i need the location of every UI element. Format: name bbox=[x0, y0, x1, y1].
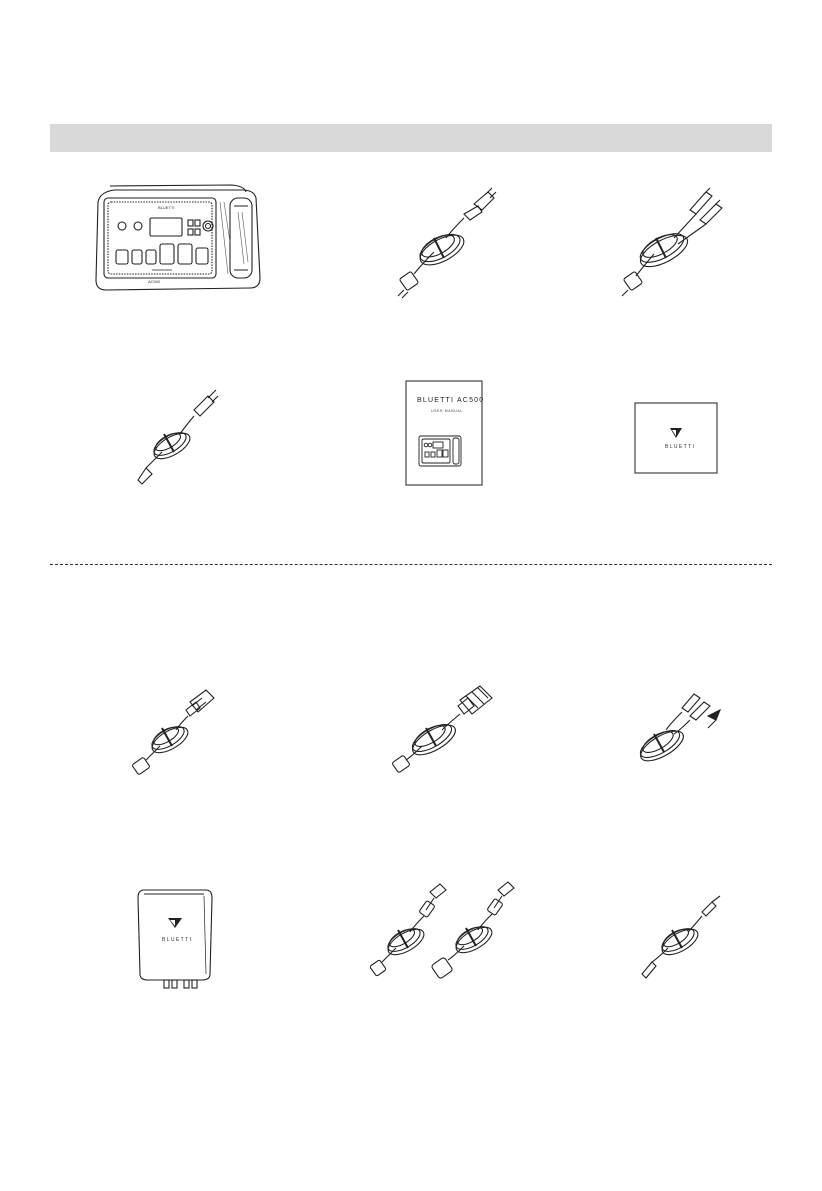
dc-cable-image bbox=[638, 896, 724, 978]
ac-charging-cable-image bbox=[392, 186, 500, 298]
device-brand-label: BLUETTI bbox=[158, 205, 175, 210]
car-charging-cable-image bbox=[132, 388, 220, 486]
warranty-card-image bbox=[634, 402, 718, 474]
smart-charger-image bbox=[136, 886, 214, 992]
lead-acid-battery-cable-image bbox=[628, 688, 726, 772]
user-manual-image bbox=[405, 380, 483, 486]
section-header-bar bbox=[50, 124, 772, 152]
device-model-label: AC500 bbox=[148, 279, 161, 284]
logo-text: BLUETTI bbox=[665, 444, 696, 450]
section-divider bbox=[50, 564, 772, 565]
dc-charging-cable-image bbox=[130, 688, 220, 776]
solar-charging-cable-image bbox=[616, 186, 728, 298]
manual-title: BLUETTI AC500 bbox=[417, 397, 485, 404]
solar-extension-cables-image bbox=[368, 880, 520, 984]
charger-logo-text: BLUETTI bbox=[162, 937, 193, 943]
adapter-cable-image bbox=[388, 684, 496, 776]
manual-subtitle: USER MANUAL bbox=[431, 409, 463, 413]
power-station-image bbox=[92, 182, 267, 300]
